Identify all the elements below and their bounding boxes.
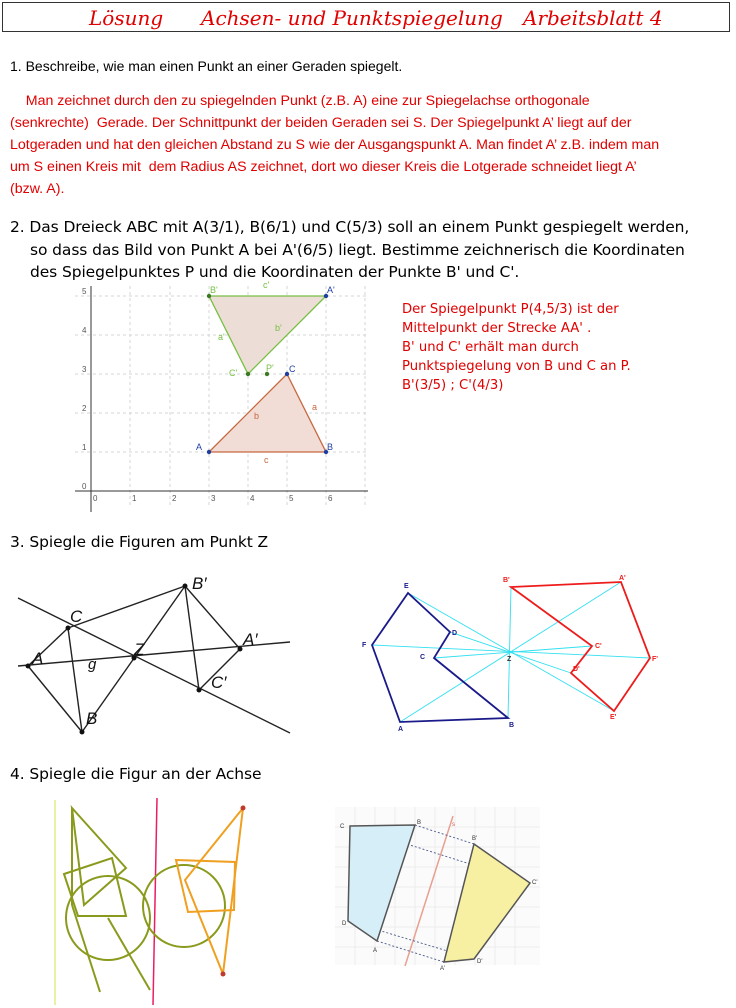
label-b: B: [86, 709, 98, 728]
x-tick: 1: [132, 494, 137, 503]
header-solution: Lösung: [89, 6, 164, 30]
label-s: s: [452, 822, 455, 828]
label-f: F: [362, 642, 367, 649]
y-tick: 4: [82, 326, 87, 335]
label-e-image: E': [610, 714, 617, 721]
reflection-graph: [70, 280, 370, 514]
answer-1-line: Lotgeraden und hat den gleichen Abstand zu S wie der Ausgangspunkt A. Man findet A’ z.B. indem man: [10, 137, 660, 153]
answer-2-line: Mittelpunkt der Strecke AA' .: [402, 321, 592, 336]
label-c: C: [70, 607, 83, 626]
answer-1-line: um S einen Kreis mit dem Radius AS zeichnet, dort wo dieser Kreis die Lotgerade schneidet liegt A’: [10, 159, 637, 175]
label-c: C: [289, 364, 296, 374]
label-a-image: A′: [243, 630, 258, 649]
label-c: C: [420, 654, 426, 661]
label-side-c-image: c': [263, 280, 270, 290]
point-reflection-figure-right: [355, 570, 665, 733]
label-c-image: C′: [211, 673, 227, 692]
answer-2-line: Der Spiegelpunkt P(4,5/3) ist der: [402, 302, 619, 317]
answer-2: [402, 300, 631, 395]
label-z: Z: [134, 640, 145, 659]
label-b-image: B': [472, 836, 478, 842]
label-a-image: A': [440, 966, 446, 972]
label-b-image: B′: [192, 574, 207, 593]
y-tick: 5: [82, 287, 87, 296]
answer-2-line: Punktspiegelung von B und C an P.: [402, 359, 631, 374]
x-tick: 3: [211, 494, 216, 503]
label-a: A: [373, 948, 378, 954]
label-b: B: [327, 442, 334, 452]
question-4: 4. Spiegle die Figur an der Achse: [10, 765, 262, 783]
label-c-image: C': [532, 880, 538, 886]
header-topic: Achsen- und Punktspiegelung: [201, 6, 503, 30]
label-c-image: C': [595, 643, 602, 650]
label-d: D: [342, 921, 347, 927]
label-e: E: [404, 583, 409, 590]
y-tick: 2: [82, 404, 87, 413]
axis-reflection-figure-right: [335, 805, 550, 970]
label-g: g: [88, 656, 97, 673]
answer-2-line: B' und C' erhält man durch: [402, 340, 579, 355]
x-tick: 2: [172, 494, 177, 503]
label-z: Z: [507, 656, 512, 663]
point-reflection-figure-left: [10, 570, 300, 750]
label-a: A: [398, 726, 404, 733]
x-tick: 4: [250, 494, 255, 503]
y-tick: 3: [82, 365, 87, 374]
answer-2-line: B'(3/5) ; C'(4/3): [402, 378, 504, 393]
header-sheet: Arbeitsblatt 4: [523, 6, 663, 30]
question-3: 3. Spiegle die Figuren am Punkt Z: [10, 533, 269, 551]
label-p: P': [266, 363, 274, 373]
label-d: D: [452, 630, 458, 637]
label-b: B: [417, 820, 422, 826]
x-tick: 0: [93, 494, 98, 503]
label-b-image: B': [503, 577, 510, 584]
x-tick: 5: [289, 494, 294, 503]
answer-1-line: (bzw. A).: [10, 181, 65, 197]
label-side-a-image: a': [218, 332, 225, 342]
question-2-line: des Spiegelpunktes P und die Koordinaten der Punkte B' und C'.: [30, 263, 520, 281]
label-d-image: D': [477, 959, 483, 965]
label-side-b-image: b': [275, 323, 282, 333]
question-2-line: 2. Das Dreieck ABC mit A(3/1), B(6/1) und C(5/3) soll an einem Punkt gespiegelt werden,: [10, 218, 690, 236]
label-d-image: D': [573, 666, 580, 673]
label-a-image: A': [327, 285, 335, 295]
label-a: A: [32, 649, 44, 668]
label-b: B: [509, 722, 515, 729]
axis-reflection-figure-left: [55, 795, 315, 1005]
label-f-image: F': [652, 656, 658, 663]
question-1: 1. Beschreibe, wie man einen Punkt an einer Geraden spiegelt.: [10, 58, 403, 74]
y-tick: 1: [82, 443, 87, 452]
label-b-image: B': [210, 285, 218, 295]
y-tick: 0: [82, 482, 87, 491]
worksheet-header: [2, 2, 730, 32]
x-tick: 6: [328, 494, 333, 503]
label-c-image: C': [229, 368, 238, 378]
label-side-b: b: [254, 411, 260, 421]
question-2-line: so dass das Bild von Punkt A bei A'(6/5) liegt. Bestimme zeichnerisch die Koordinaten: [30, 241, 685, 259]
answer-1-line: (senkrechte) Gerade. Der Schnittpunkt der beiden Geraden sei S. Der Spiegelpunkt A’ liegt auf der: [10, 115, 632, 131]
label-a: A: [196, 442, 203, 452]
label-c: C: [340, 824, 345, 830]
label-a-image: A': [619, 575, 626, 582]
label-side-c: c: [264, 455, 269, 465]
answer-1-line: Man zeichnet durch den zu spiegelnden Punkt (z.B. A) eine zur Spiegelachse orthogonale: [10, 93, 590, 109]
label-side-a: a: [312, 402, 318, 412]
